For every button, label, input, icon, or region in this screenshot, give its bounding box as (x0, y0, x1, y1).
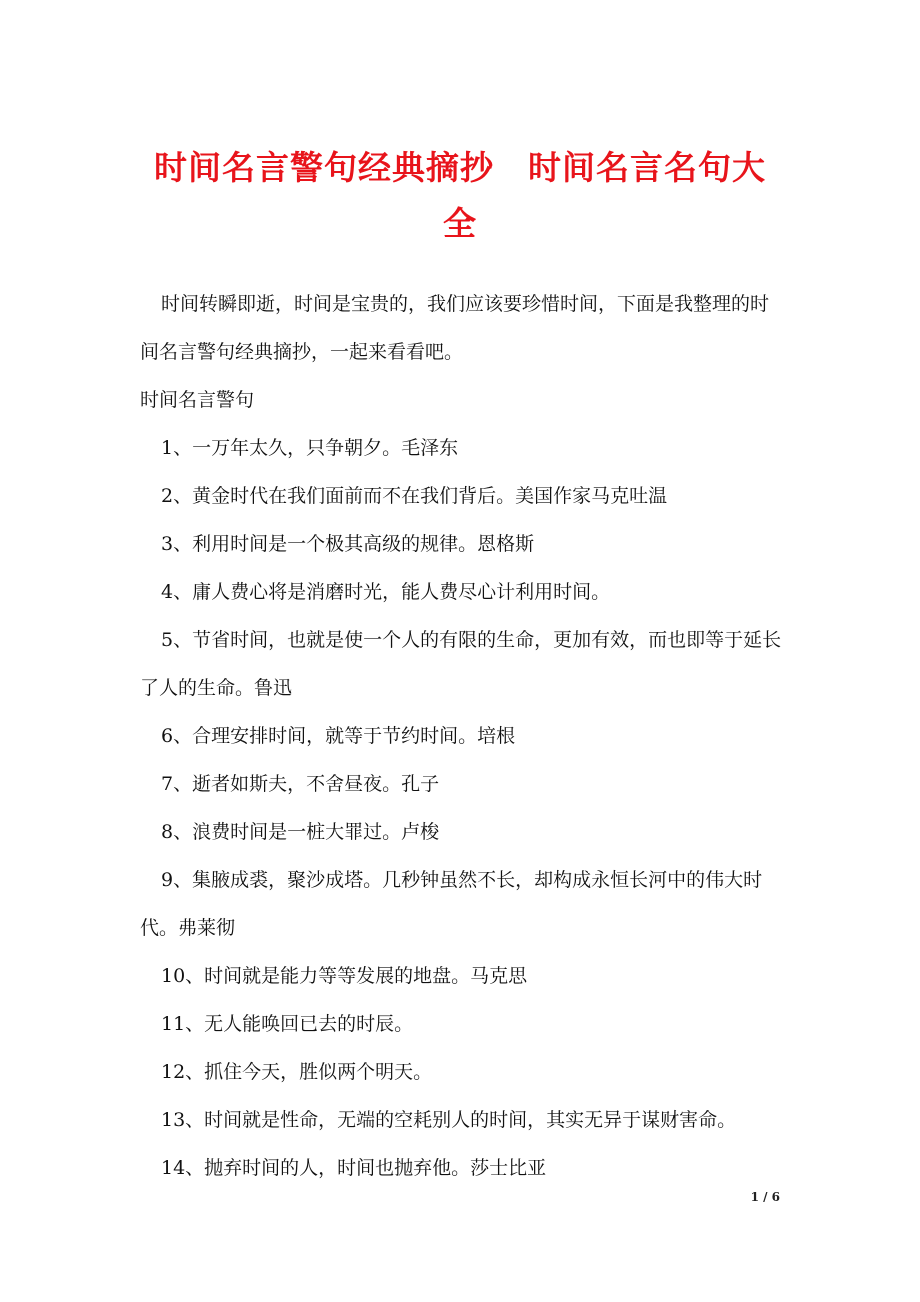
quote-item: 6、合理安排时间，就等于节约时间。培根 (161, 725, 516, 747)
quote-item: 4、庸人费心将是消磨时光，能人费尽心计利用时间。 (161, 581, 611, 603)
document-body (140, 280, 784, 1192)
intro-paragraph: 时间转瞬即逝，时间是宝贵的，我们应该要珍惜时间，下面是我整理的时间名言警句经典摘抄，一起来看看吧。 (140, 293, 770, 363)
quote-item: 14、抛弃时间的人，时间也抛弃他。莎士比亚 (161, 1157, 547, 1179)
section-heading: 时间名言警句 (140, 389, 255, 411)
quote-item: 8、浪费时间是一桩大罪过。卢梭 (161, 821, 440, 843)
quote-item: 11、无人能唤回已去的时辰。 (161, 1013, 414, 1035)
quote-item: 5、节省时间，也就是使一个人的有限的生命，更加有效，而也即等于延长了人的生命。鲁迅 (140, 629, 782, 699)
quote-item: 13、时间就是性命，无端的空耗别人的时间，其实无异于谋财害命。 (161, 1109, 737, 1131)
quote-item: 7、逝者如斯夫，不舍昼夜。孔子 (161, 773, 440, 795)
quote-item: 10、时间就是能力等等发展的地盘。马克思 (161, 965, 528, 987)
quote-item: 9、集腋成裘，聚沙成塔。几秒钟虽然不长，却构成永恒长河中的伟大时代。弗莱彻 (140, 869, 763, 939)
page-number: 1 / 6 (750, 1190, 780, 1204)
quote-item: 12、抓住今天，胜似两个明天。 (161, 1061, 433, 1083)
quote-item: 1、一万年太久，只争朝夕。毛泽东 (161, 437, 459, 459)
document-title: 时间名言警句经典摘抄 时间名言名句大全 (154, 148, 766, 243)
quote-item: 2、黄金时代在我们面前而不在我们背后。美国作家马克吐温 (161, 485, 668, 507)
quote-item: 3、利用时间是一个极其高级的规律。恩格斯 (161, 533, 535, 555)
